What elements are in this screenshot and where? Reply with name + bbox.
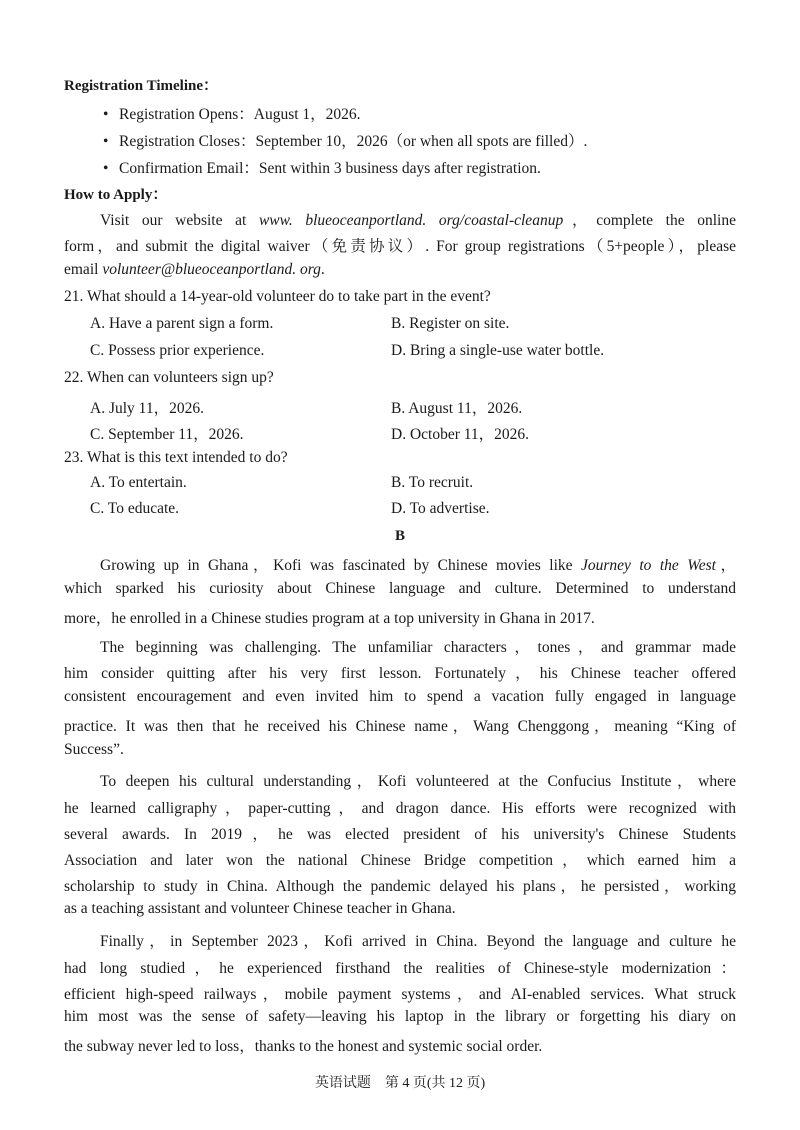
passage-line: Association and later won the national Chinese Bridge competition，which earned him a — [64, 852, 736, 869]
bullet-registration-closes — [103, 129, 587, 151]
apply-text: Visit our website at — [100, 212, 259, 229]
question-23-option-d: D. To advertise. — [391, 500, 490, 517]
email-link[interactable]: volunteer@blueoceanportland. org — [102, 261, 321, 278]
passage-line: which sparked his curiosity about Chinese language and culture. Determined to understand — [64, 580, 736, 597]
passage-line: practice. It was then that he received his Chinese name，Wang Chenggong，meaning “King of — [64, 718, 736, 735]
apply-line-1 — [100, 208, 736, 230]
passage-line: had long studied，he experienced firsthand the realities of Chinese-style modernization： — [64, 960, 736, 977]
passage-text: Growing up in Ghana，Kofi was fascinated by Chinese movies like — [100, 557, 581, 574]
passage-line: as a teaching assistant and volunteer Chinese teacher in Ghana. — [64, 900, 456, 917]
question-22-option-c: C. September 11，2026. — [90, 426, 244, 443]
question-21-option-c: C. Possess prior experience. — [90, 342, 265, 359]
passage-line: him consider quitting after his very first lesson. Fortunately，his Chinese teacher offered — [64, 665, 736, 682]
section-label: B — [394, 528, 405, 544]
page-footer: 英语试题 第 4 页(共 12 页) — [314, 1076, 486, 1091]
registration-heading: Registration Timeline： — [64, 78, 219, 94]
question-23-stem: 23. What is this text intended to do? — [64, 449, 288, 466]
apply-text: . — [320, 261, 325, 278]
question-21-option-b: B. Register on site. — [391, 315, 510, 332]
question-22-option-a: A. July 11，2026. — [90, 400, 204, 417]
passage-line: scholarship to study in China. Although the pandemic delayed his plans，he persisted，working — [64, 878, 736, 895]
question-22-option-d: D. October 11，2026. — [391, 426, 530, 443]
bullet-confirmation-email — [103, 156, 541, 178]
website-link[interactable]: www. blueoceanportland. org/coastal-cleanup — [258, 212, 564, 229]
question-22-option-b: B. August 11，2026. — [391, 400, 523, 417]
passage-line: Finally，in September 2023，Kofi arrived in China. Beyond the language and culture he — [100, 933, 736, 950]
passage-line: several awards. In 2019，he was elected president of his university's Chinese Students — [64, 826, 736, 843]
question-22-stem: 22. When can volunteers sign up? — [64, 369, 274, 386]
passage-line: To deepen his cultural understanding，Kofi volunteered at the Confucius Institute，where — [100, 773, 736, 790]
passage-text: ， — [715, 557, 736, 574]
passage-line: consistent encouragement and even invited him to spend a vacation fully engaged in language — [64, 688, 736, 705]
passage-line: The beginning was challenging. The unfamiliar characters，tones，and grammar made — [100, 639, 736, 656]
passage-line: Success”. — [64, 741, 124, 758]
apply-text: email — [64, 261, 103, 278]
bullet-dot-icon: • — [103, 133, 109, 150]
passage-line: the subway never led to loss，thanks to the honest and systemic social order. — [64, 1038, 543, 1055]
passage-line: him most was the sense of safety—leaving his laptop in the library or forgetting his diary on — [64, 1008, 736, 1025]
question-23-option-a: A. To entertain. — [90, 474, 187, 491]
bullet-registration-opens — [103, 102, 361, 124]
apply-text: ，complete the online — [563, 212, 736, 229]
question-21-stem: 21. What should a 14-year-old volunteer do to take part in the event? — [64, 288, 491, 305]
passage-line — [100, 553, 736, 575]
question-23-option-b: B. To recruit. — [391, 474, 474, 491]
apply-line-2: form，and submit the digital waiver（免责协议）. For group registrations（5+people），please — [64, 238, 736, 255]
movie-title: Journey to the West — [580, 557, 716, 574]
question-21-option-a: A. Have a parent sign a form. — [90, 315, 274, 332]
passage-line: efficient high-speed railways，mobile payment systems，and AI-enabled services. What struck — [64, 986, 736, 1003]
bullet-text: Confirmation Email：Sent within 3 business days after registration. — [119, 160, 541, 177]
passage-line: more，he enrolled in a Chinese studies program at a top university in Ghana in 2017. — [64, 610, 595, 627]
apply-line-3 — [64, 261, 325, 279]
bullet-dot-icon: • — [103, 106, 109, 123]
bullet-text: Registration Opens：August 1，2026. — [119, 106, 361, 123]
passage-line: he learned calligraphy，paper-cutting，and dragon dance. His efforts were recognized with — [64, 800, 736, 817]
bullet-dot-icon: • — [103, 160, 109, 177]
bullet-text: Registration Closes：September 10，2026（or when all spots are filled）. — [119, 133, 588, 150]
question-23-option-c: C. To educate. — [90, 500, 180, 517]
question-21-option-d: D. Bring a single-use water bottle. — [391, 342, 605, 359]
apply-heading: How to Apply： — [64, 187, 168, 203]
